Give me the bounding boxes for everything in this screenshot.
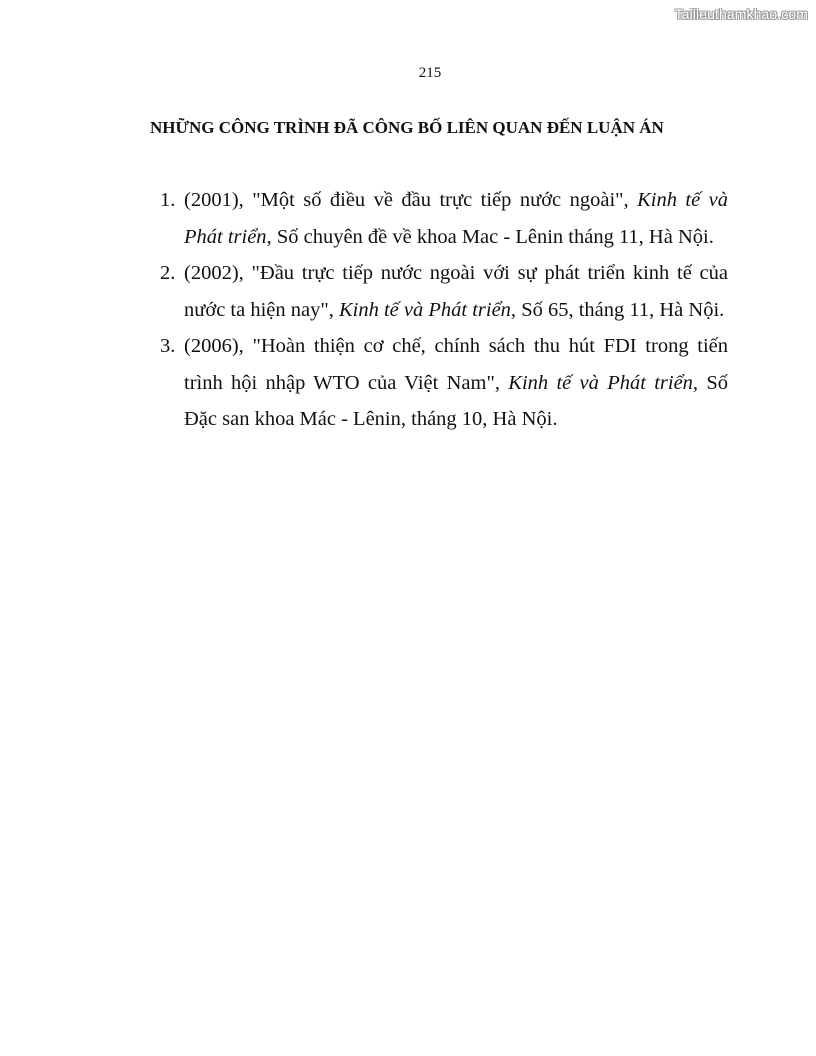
- journal-name: Kinh tế và Phát triển,: [184, 189, 729, 248]
- list-item: [0, 255, 728, 328]
- list-item-number: 1.: [160, 189, 176, 211]
- list-item: [0, 328, 728, 438]
- journal-name: Kinh tế và Phát triển,: [338, 298, 517, 321]
- publication-details: Số 65, tháng 11, Hà Nội.: [516, 298, 725, 321]
- list-item-number: 2.: [160, 262, 176, 284]
- list-item-number: 3.: [160, 335, 176, 357]
- page-number: 215: [418, 65, 442, 81]
- publication-citation: (2006), "Hoàn thiện cơ chế, chính sách thu hút FDI trong tiến trình hội nhập WTO của Việt Nam",: [184, 335, 728, 394]
- publication-details: Số chuyên đề về khoa Mac - Lênin tháng 11, Hà Nội.: [271, 225, 714, 248]
- publication-citation: (2001), "Một số điều về đầu trực tiếp nước ngoài",: [184, 189, 638, 211]
- list-item: [0, 182, 728, 255]
- watermark-text: Tailieuthamkhao.com: [674, 6, 808, 22]
- page-title: NHỮNG CÔNG TRÌNH ĐÃ CÔNG BỐ LIÊN QUAN ĐẾN LUẬN ÁN: [150, 118, 664, 137]
- journal-name: Kinh tế và Phát triển,: [508, 371, 699, 394]
- publication-details: Số Đặc san khoa Mác - Lênin, tháng 10, Hà Nội.: [184, 371, 728, 430]
- publication-list: [0, 182, 728, 438]
- publication-citation: (2002), "Đầu trực tiếp nước ngoài với sự phát triển kinh tế của nước ta hiện nay",: [184, 262, 728, 321]
